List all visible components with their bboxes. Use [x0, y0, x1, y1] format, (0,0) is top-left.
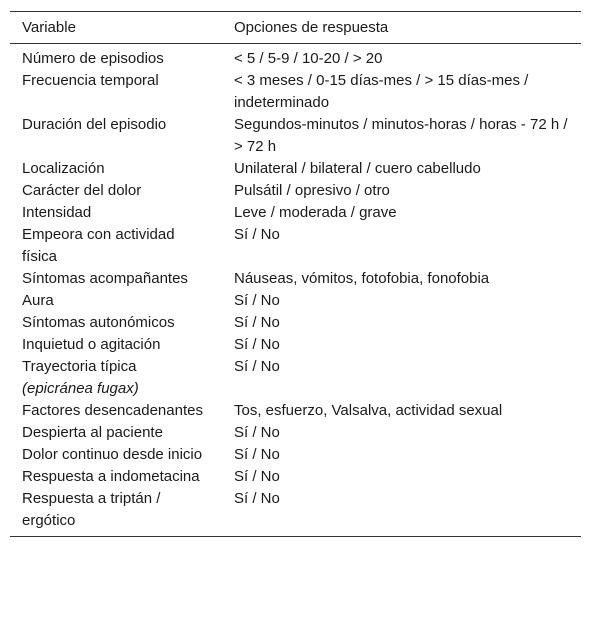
- table-row: [10, 70, 581, 114]
- variable-label: Trayectoria típica: [22, 358, 137, 375]
- table-row: [10, 290, 581, 312]
- cell-variable: [10, 466, 222, 488]
- cell-options: Segundos-minutos / minutos-horas / horas - 72 h / > 72 h: [234, 116, 568, 155]
- variable-label: Intensidad: [22, 204, 92, 221]
- cell-variable: [10, 422, 222, 444]
- cell-options: Unilateral / bilateral / cuero cabelludo: [234, 160, 481, 177]
- variable-label: Carácter del dolor: [22, 182, 142, 199]
- cell-options: Sí / No: [222, 488, 581, 537]
- variable-label: Síntomas autonómicos: [22, 314, 175, 331]
- table-row: [10, 158, 581, 180]
- variable-label: Respuesta a triptán / ergótico: [22, 490, 161, 529]
- table-row: [10, 422, 581, 444]
- table-row: [10, 334, 581, 356]
- variable-label: Síntomas acompañantes: [22, 270, 188, 287]
- variable-label: Inquietud o agitación: [22, 336, 161, 353]
- table-row: [10, 268, 581, 290]
- variable-label: Aura: [22, 292, 54, 309]
- cell-options: Sí / No: [234, 468, 280, 485]
- cell-variable: [10, 44, 222, 71]
- cell-options: Sí / No: [234, 336, 280, 353]
- variable-label: Número de episodios: [22, 50, 164, 67]
- cell-variable: [10, 224, 222, 268]
- cell-options: Sí / No: [234, 226, 280, 243]
- variables-table: [10, 11, 581, 537]
- variable-label: Duración del episodio: [22, 116, 167, 133]
- table-row: [10, 400, 581, 422]
- cell-variable: [10, 334, 222, 356]
- header-options: Opciones de respuesta: [222, 12, 581, 44]
- cell-options: Leve / moderada / grave: [234, 204, 397, 221]
- cell-options: Pulsátil / opresivo / otro: [234, 182, 390, 199]
- cell-variable: [10, 70, 222, 114]
- table-row: [10, 488, 581, 537]
- cell-variable: [10, 202, 222, 224]
- cell-options: < 5 / 5-9 / 10-20 / > 20: [234, 50, 383, 67]
- cell-variable: [10, 268, 222, 290]
- variable-label: Localización: [22, 160, 105, 177]
- cell-variable: [10, 400, 222, 422]
- cell-variable: [10, 356, 222, 400]
- cell-variable: [10, 158, 222, 180]
- table-row: [10, 466, 581, 488]
- table-body: [10, 44, 581, 537]
- cell-variable: [10, 488, 222, 537]
- table-header-row: [10, 12, 581, 44]
- cell-variable: [10, 290, 222, 312]
- cell-options: Tos, esfuerzo, Valsalva, actividad sexual: [234, 402, 503, 419]
- cell-variable: [10, 312, 222, 334]
- variable-label: Frecuencia temporal: [22, 72, 159, 89]
- cell-options: Sí / No: [234, 446, 280, 463]
- variable-label: Dolor continuo desde inicio: [22, 446, 203, 463]
- cell-variable: [10, 180, 222, 202]
- table-row: [10, 356, 581, 400]
- table-row: [10, 444, 581, 466]
- variable-label: Despierta al paciente: [22, 424, 163, 441]
- cell-options: < 3 meses / 0-15 días-mes / > 15 días-mes / indeterminado: [234, 72, 529, 111]
- variable-label: Empeora con actividad física: [22, 226, 175, 265]
- variable-label: Factores desencadenantes: [22, 402, 203, 419]
- cell-variable: [10, 114, 222, 158]
- table-row: [10, 224, 581, 268]
- variable-note: (epicránea fugax): [22, 380, 139, 397]
- variables-table-container: [10, 11, 581, 537]
- cell-options: Náuseas, vómitos, fotofobia, fonofobia: [234, 270, 490, 287]
- table-row: [10, 202, 581, 224]
- table-row: [10, 44, 581, 71]
- variable-label: Respuesta a indometacina: [22, 468, 200, 485]
- table-row: [10, 312, 581, 334]
- cell-variable: [10, 444, 222, 466]
- cell-options: Sí / No: [234, 292, 280, 309]
- cell-options: Sí / No: [234, 424, 280, 441]
- table-row: [10, 114, 581, 158]
- cell-options: Sí / No: [234, 314, 280, 331]
- table-row: [10, 180, 581, 202]
- header-variable: Variable: [10, 12, 222, 44]
- cell-options: Sí / No: [234, 358, 280, 375]
